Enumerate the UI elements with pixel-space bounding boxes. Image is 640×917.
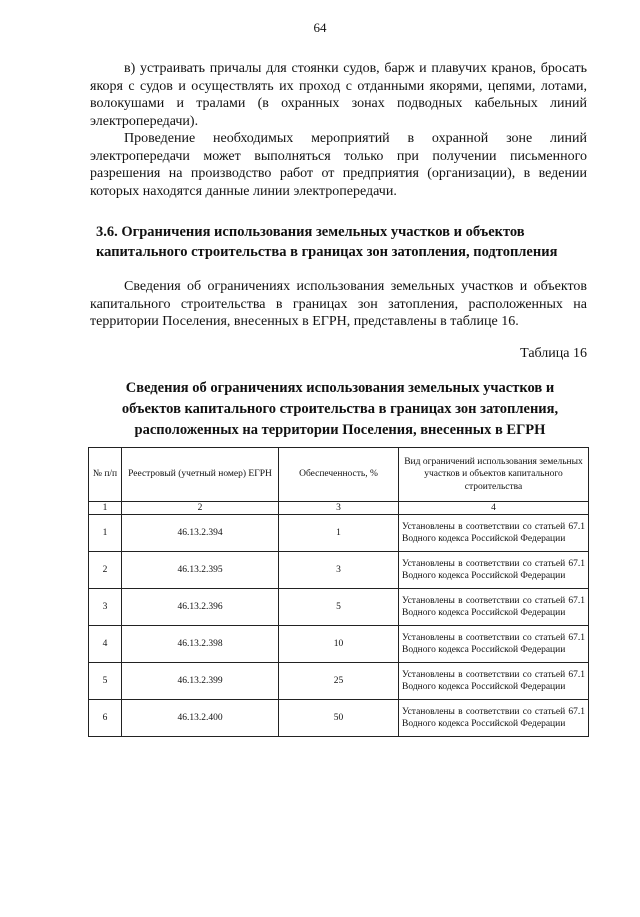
registry-number-cell: 46.13.2.399: [122, 663, 279, 700]
restriction-kind-cell: Установлены в соответствии со статьей 67.1 Водного кодекса Российской Федерации: [399, 700, 589, 737]
index-cell: 3: [279, 502, 399, 515]
section-paragraph-container: [90, 278, 587, 331]
row-number-cell: 5: [89, 663, 122, 700]
supply-percent-cell: 5: [279, 589, 399, 626]
supply-percent-cell: 25: [279, 663, 399, 700]
index-cell: 2: [122, 502, 279, 515]
index-cell: 4: [399, 502, 589, 515]
supply-percent-cell: 3: [279, 552, 399, 589]
restriction-kind-cell: Установлены в соответствии со статьей 67.1 Водного кодекса Российской Федерации: [399, 552, 589, 589]
intro-paragraph-1: в) устраивать причалы для стоянки судов, барж и плавучих кранов, бросать якоря с судов и осуществлять их проход с отданными якорями, цепями, лотами, волокушами и тралами (в охранных зонах подводных кабельных линий электропередачи).: [90, 61, 587, 129]
index-cell: 1: [89, 502, 122, 515]
restrictions-table: [88, 447, 589, 737]
registry-number-cell: 46.13.2.394: [122, 515, 279, 552]
section-heading: 3.6. Ограничения использования земельных участков и объектов капитального строительства в границах зон затопления, подтопления: [96, 224, 558, 260]
header-registry-number: Реестровый (учетный номер) ЕГРН: [122, 448, 279, 502]
row-number-cell: 4: [89, 626, 122, 663]
row-number-cell: 2: [89, 552, 122, 589]
restriction-kind-cell: Установлены в соответствии со статьей 67.1 Водного кодекса Российской Федерации: [399, 626, 589, 663]
row-number-cell: 1: [89, 515, 122, 552]
table-row: [89, 515, 589, 552]
header-restriction-kind: Вид ограничений использования земельных участков и объектов капитального строительства: [399, 448, 589, 502]
table-row: [89, 700, 589, 737]
supply-percent-cell: 10: [279, 626, 399, 663]
supply-percent-cell: 50: [279, 700, 399, 737]
registry-number-cell: 46.13.2.398: [122, 626, 279, 663]
row-number-cell: 6: [89, 700, 122, 737]
table-caption: Сведения об ограничениях использования земельных участков и объектов капитального строительства в границах зон затопления, расположенных на территории Поселения, внесенных в ЕГРН: [121, 380, 559, 438]
restriction-kind-cell: Установлены в соответствии со статьей 67.1 Водного кодекса Российской Федерации: [399, 515, 589, 552]
supply-percent-cell: 1: [279, 515, 399, 552]
table-row: [89, 626, 589, 663]
header-supply-percent: Обеспеченность, %: [279, 448, 399, 502]
table-header-row: [89, 448, 589, 502]
registry-number-cell: 46.13.2.395: [122, 552, 279, 589]
row-number-cell: 3: [89, 589, 122, 626]
table-row: [89, 589, 589, 626]
intro-paragraph-2: Проведение необходимых мероприятий в охранной зоне линий электропередачи может выполняться только при получении письменного разрешения на производство работ от предприятия (организации), в ведении которых находятся данные линии электропередачи.: [90, 131, 587, 199]
table-label: Таблица 16: [520, 346, 587, 361]
section-paragraph: Сведения об ограничениях использования земельных участков и объектов капитального строительства в границах зон затопления, расположенных на территории Поселения, внесенных в ЕГРН, представлены в таблице 16.: [90, 279, 587, 329]
intro-section: [90, 60, 587, 200]
table-row: [89, 663, 589, 700]
table-row: [89, 552, 589, 589]
table-index-row: [89, 502, 589, 515]
page-number: 64: [313, 20, 327, 35]
header-number: № п/п: [89, 448, 122, 502]
registry-number-cell: 46.13.2.396: [122, 589, 279, 626]
restriction-kind-cell: Установлены в соответствии со статьей 67.1 Водного кодекса Российской Федерации: [399, 663, 589, 700]
registry-number-cell: 46.13.2.400: [122, 700, 279, 737]
restriction-kind-cell: Установлены в соответствии со статьей 67.1 Водного кодекса Российской Федерации: [399, 589, 589, 626]
